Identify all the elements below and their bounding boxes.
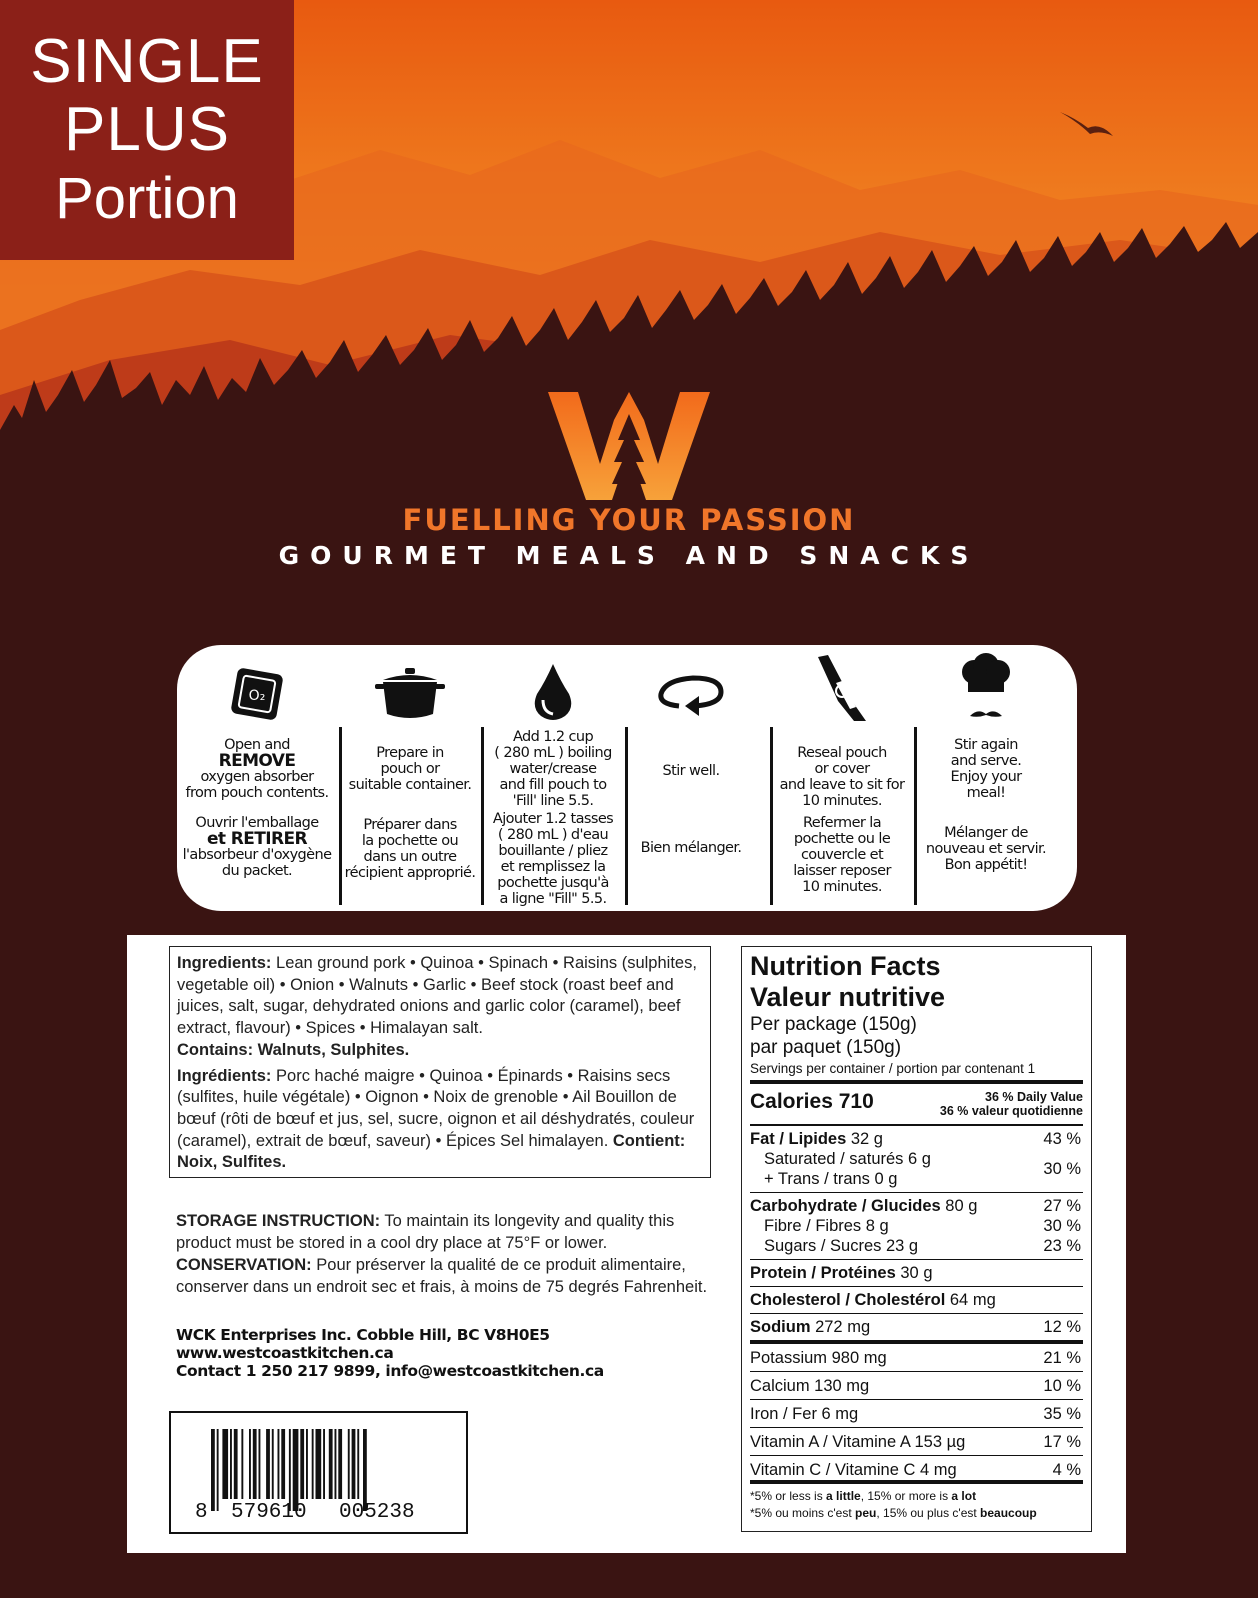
- barcode-bar: [241, 1429, 243, 1499]
- step6-en: Stir again and serve. Enjoy your meal!: [950, 737, 1022, 801]
- barcode-bars: [171, 1413, 466, 1532]
- barcode-bar: [352, 1429, 356, 1499]
- step-reseal: [772, 645, 912, 911]
- ingredients-en: Ingredients: Lean ground pork • Quinoa • Spinach • Raisins (sulphites, vegetable oil) • Onion • Walnuts • Garlic • Beef stock (roast beef and juices, salt, sugar, dehydrated onions and garlic color (caramel), beef extract, flavour) • Spices • Himalayan salt. Contains: Walnuts, Sulphites.: [177, 954, 697, 1059]
- footnote: [750, 1484, 1083, 1522]
- company-info: [176, 1326, 716, 1380]
- stir-arrow-icon: [655, 672, 727, 716]
- step-add-water: [483, 645, 623, 911]
- chef-icon: [956, 652, 1016, 728]
- daily-value-header: 36 % Daily Value 36 % valeur quotidienne: [939, 1090, 1083, 1118]
- sodium-row: Sodium 272 mg 12 %: [750, 1314, 1083, 1344]
- water-drop-icon: [531, 662, 575, 722]
- step4-fr: Bien mélanger.: [640, 840, 742, 856]
- barcode-right-group: 005238: [339, 1501, 415, 1524]
- company-contact: Contact 1 250 217 9899, info@westcoastkitchen.ca: [176, 1362, 604, 1380]
- barcode-bar: [230, 1429, 232, 1499]
- barcode-bar: [357, 1429, 359, 1499]
- oxygen-label: O₂: [248, 688, 266, 704]
- step3-en: Add 1.2 cup ( 280 mL ) boiling water/crease and fill pouch to 'Fill' line 5.5.: [494, 729, 612, 809]
- portion-line3: Portion: [55, 166, 239, 231]
- clothespin-icon: [812, 653, 872, 723]
- footnote-fr: *5% ou moins c'est peu, 15% ou plus c'est beaucoup: [750, 1506, 1037, 1520]
- barcode: [169, 1411, 468, 1534]
- barcode-bar: [306, 1429, 308, 1499]
- barcode-bar: [312, 1429, 314, 1499]
- calories: Calories 710: [750, 1090, 874, 1113]
- storage-en: STORAGE INSTRUCTION: To maintain its longevity and quality this product must be stored in a cool dry place at 75°F or lower.: [176, 1212, 675, 1252]
- nutrition-facts-table: [741, 946, 1092, 1532]
- barcode-bar: [217, 1429, 219, 1511]
- ingredients-box: [169, 946, 711, 1178]
- step3-fr: Ajouter 1.2 tasses ( 280 mL ) d'eau bouillante / pliez et remplissez la pochette jusqu'à a ligne "Fill" 5.5.: [492, 811, 614, 907]
- step2-en: Prepare in pouch or suitable container.: [348, 745, 472, 793]
- step4-en: Stir well.: [662, 763, 720, 779]
- step-stir-serve: [916, 645, 1056, 911]
- barcode-bar: [266, 1429, 270, 1499]
- barcode-bar: [348, 1429, 350, 1499]
- barcode-bar: [249, 1429, 251, 1499]
- portion-line1: SINGLE: [30, 27, 264, 96]
- storage-instructions: [176, 1210, 716, 1298]
- barcode-bar: [259, 1429, 261, 1499]
- company-name: WCK Enterprises Inc. Cobble Hill, BC V8H0E5: [176, 1326, 550, 1344]
- ingredients-fr: Ingrédients: Porc haché maigre • Quinoa • Épinards • Raisins secs (sulfites, huile végétale) • Oignon • Noix de grenoble • Ail Bouillon de bœuf (rôti de bœuf et jus, sel, sucre, oignon et ail déshydratés, couleur (caramel), extrait de bœuf, saveur) • Épices Sel himalayen. Contient: Noix, Sulfites.: [177, 1066, 695, 1172]
- barcode-bar: [293, 1429, 299, 1511]
- calcium-row: Calcium 130 mg 10 %: [750, 1372, 1083, 1400]
- servings: Servings per container / portion par contenant 1: [750, 1059, 1083, 1084]
- barcode-bar: [289, 1429, 291, 1511]
- vitamin-a-row: Vitamin A / Vitamine A 153 µg 17 %: [750, 1428, 1083, 1456]
- barcode-bar: [281, 1429, 285, 1499]
- preparation-instructions: [177, 645, 1077, 911]
- step5-fr: Refermer la pochette ou le couvercle et laisser reposer 10 minutes.: [793, 815, 891, 895]
- pot-icon: [373, 666, 447, 722]
- nutrition-title-en: Nutrition Facts: [750, 951, 941, 981]
- brand-logo-w: [548, 392, 710, 500]
- calories-row: [750, 1084, 1083, 1126]
- barcode-bar: [316, 1429, 322, 1499]
- barcode-bar: [323, 1429, 325, 1499]
- barcode-bar: [335, 1429, 337, 1499]
- step6-fr: Mélanger de nouveau et servir. Bon appétit!: [925, 825, 1047, 873]
- vitamin-c-row: Vitamin C / Vitamine C 4 mg 4 %: [750, 1456, 1083, 1484]
- brand-tagline: FUELLING YOUR PASSION: [402, 503, 856, 537]
- cholesterol-row: Cholesterol / Cholestérol 64 mg: [750, 1287, 1083, 1314]
- barcode-bar: [211, 1429, 215, 1511]
- protein-row: Protein / Protéines 30 g: [750, 1260, 1083, 1287]
- step-remove-absorber: [177, 645, 337, 911]
- barcode-bar: [329, 1429, 333, 1499]
- fat-group: Fat / Lipides 32 g 43 % Saturated / saturés 6 g 30 % + Trans / trans 0 g: [750, 1126, 1083, 1193]
- per-package-en: Per package (150g): [750, 1014, 917, 1035]
- per-package-fr: par paquet (150g): [750, 1037, 902, 1058]
- step-prepare-container: [341, 645, 479, 911]
- footnote-en: *5% or less is a little, 15% or more is a lot: [750, 1489, 977, 1503]
- barcode-left-group: 579610: [231, 1501, 307, 1524]
- iron-row: Iron / Fer 6 mg 35 %: [750, 1400, 1083, 1428]
- step1-en: Open and REMOVE oxygen absorber from pouch contents.: [185, 737, 329, 801]
- barcode-bar: [278, 1429, 280, 1499]
- portion-line2: PLUS: [64, 95, 230, 164]
- step1-fr: Ouvrir l'emballage et RETIRER l'absorbeur d'oxygène du packet.: [182, 815, 332, 879]
- portion-badge: [0, 0, 294, 260]
- nutrition-title-fr: Valeur nutritive: [750, 982, 946, 1012]
- barcode-bar: [234, 1429, 238, 1499]
- step-stir-well: [627, 645, 755, 911]
- barcode-first-digit: 8: [195, 1501, 208, 1524]
- barcode-bar: [253, 1429, 257, 1499]
- oxygen-absorber-icon: [226, 663, 288, 725]
- barcode-bar: [300, 1429, 304, 1499]
- barcode-bar: [222, 1429, 228, 1499]
- potassium-row: Potassium 980 mg 21 %: [750, 1344, 1083, 1372]
- carb-group: Carbohydrate / Glucides 80 g 27 % Fibre / Fibres 8 g 30 % Sugars / Sucres 23 g 23 %: [750, 1193, 1083, 1260]
- step2-fr: Préparer dans la pochette ou dans un outre récipient approprié.: [344, 817, 476, 881]
- barcode-bar: [272, 1429, 274, 1499]
- barcode-bar: [338, 1429, 342, 1499]
- barcode-bar: [363, 1429, 367, 1511]
- company-website: www.westcoastkitchen.ca: [176, 1344, 394, 1362]
- storage-fr: CONSERVATION: Pour préserver la qualité de ce produit alimentaire, conserver dans un endroit sec et frais, à moins de 75 degrés Fahrenheit.: [176, 1256, 708, 1296]
- step5-en: Reseal pouch or cover and leave to sit for 10 minutes.: [779, 745, 905, 809]
- brand-subline: GOURMET MEALS AND SNACKS: [278, 541, 980, 570]
